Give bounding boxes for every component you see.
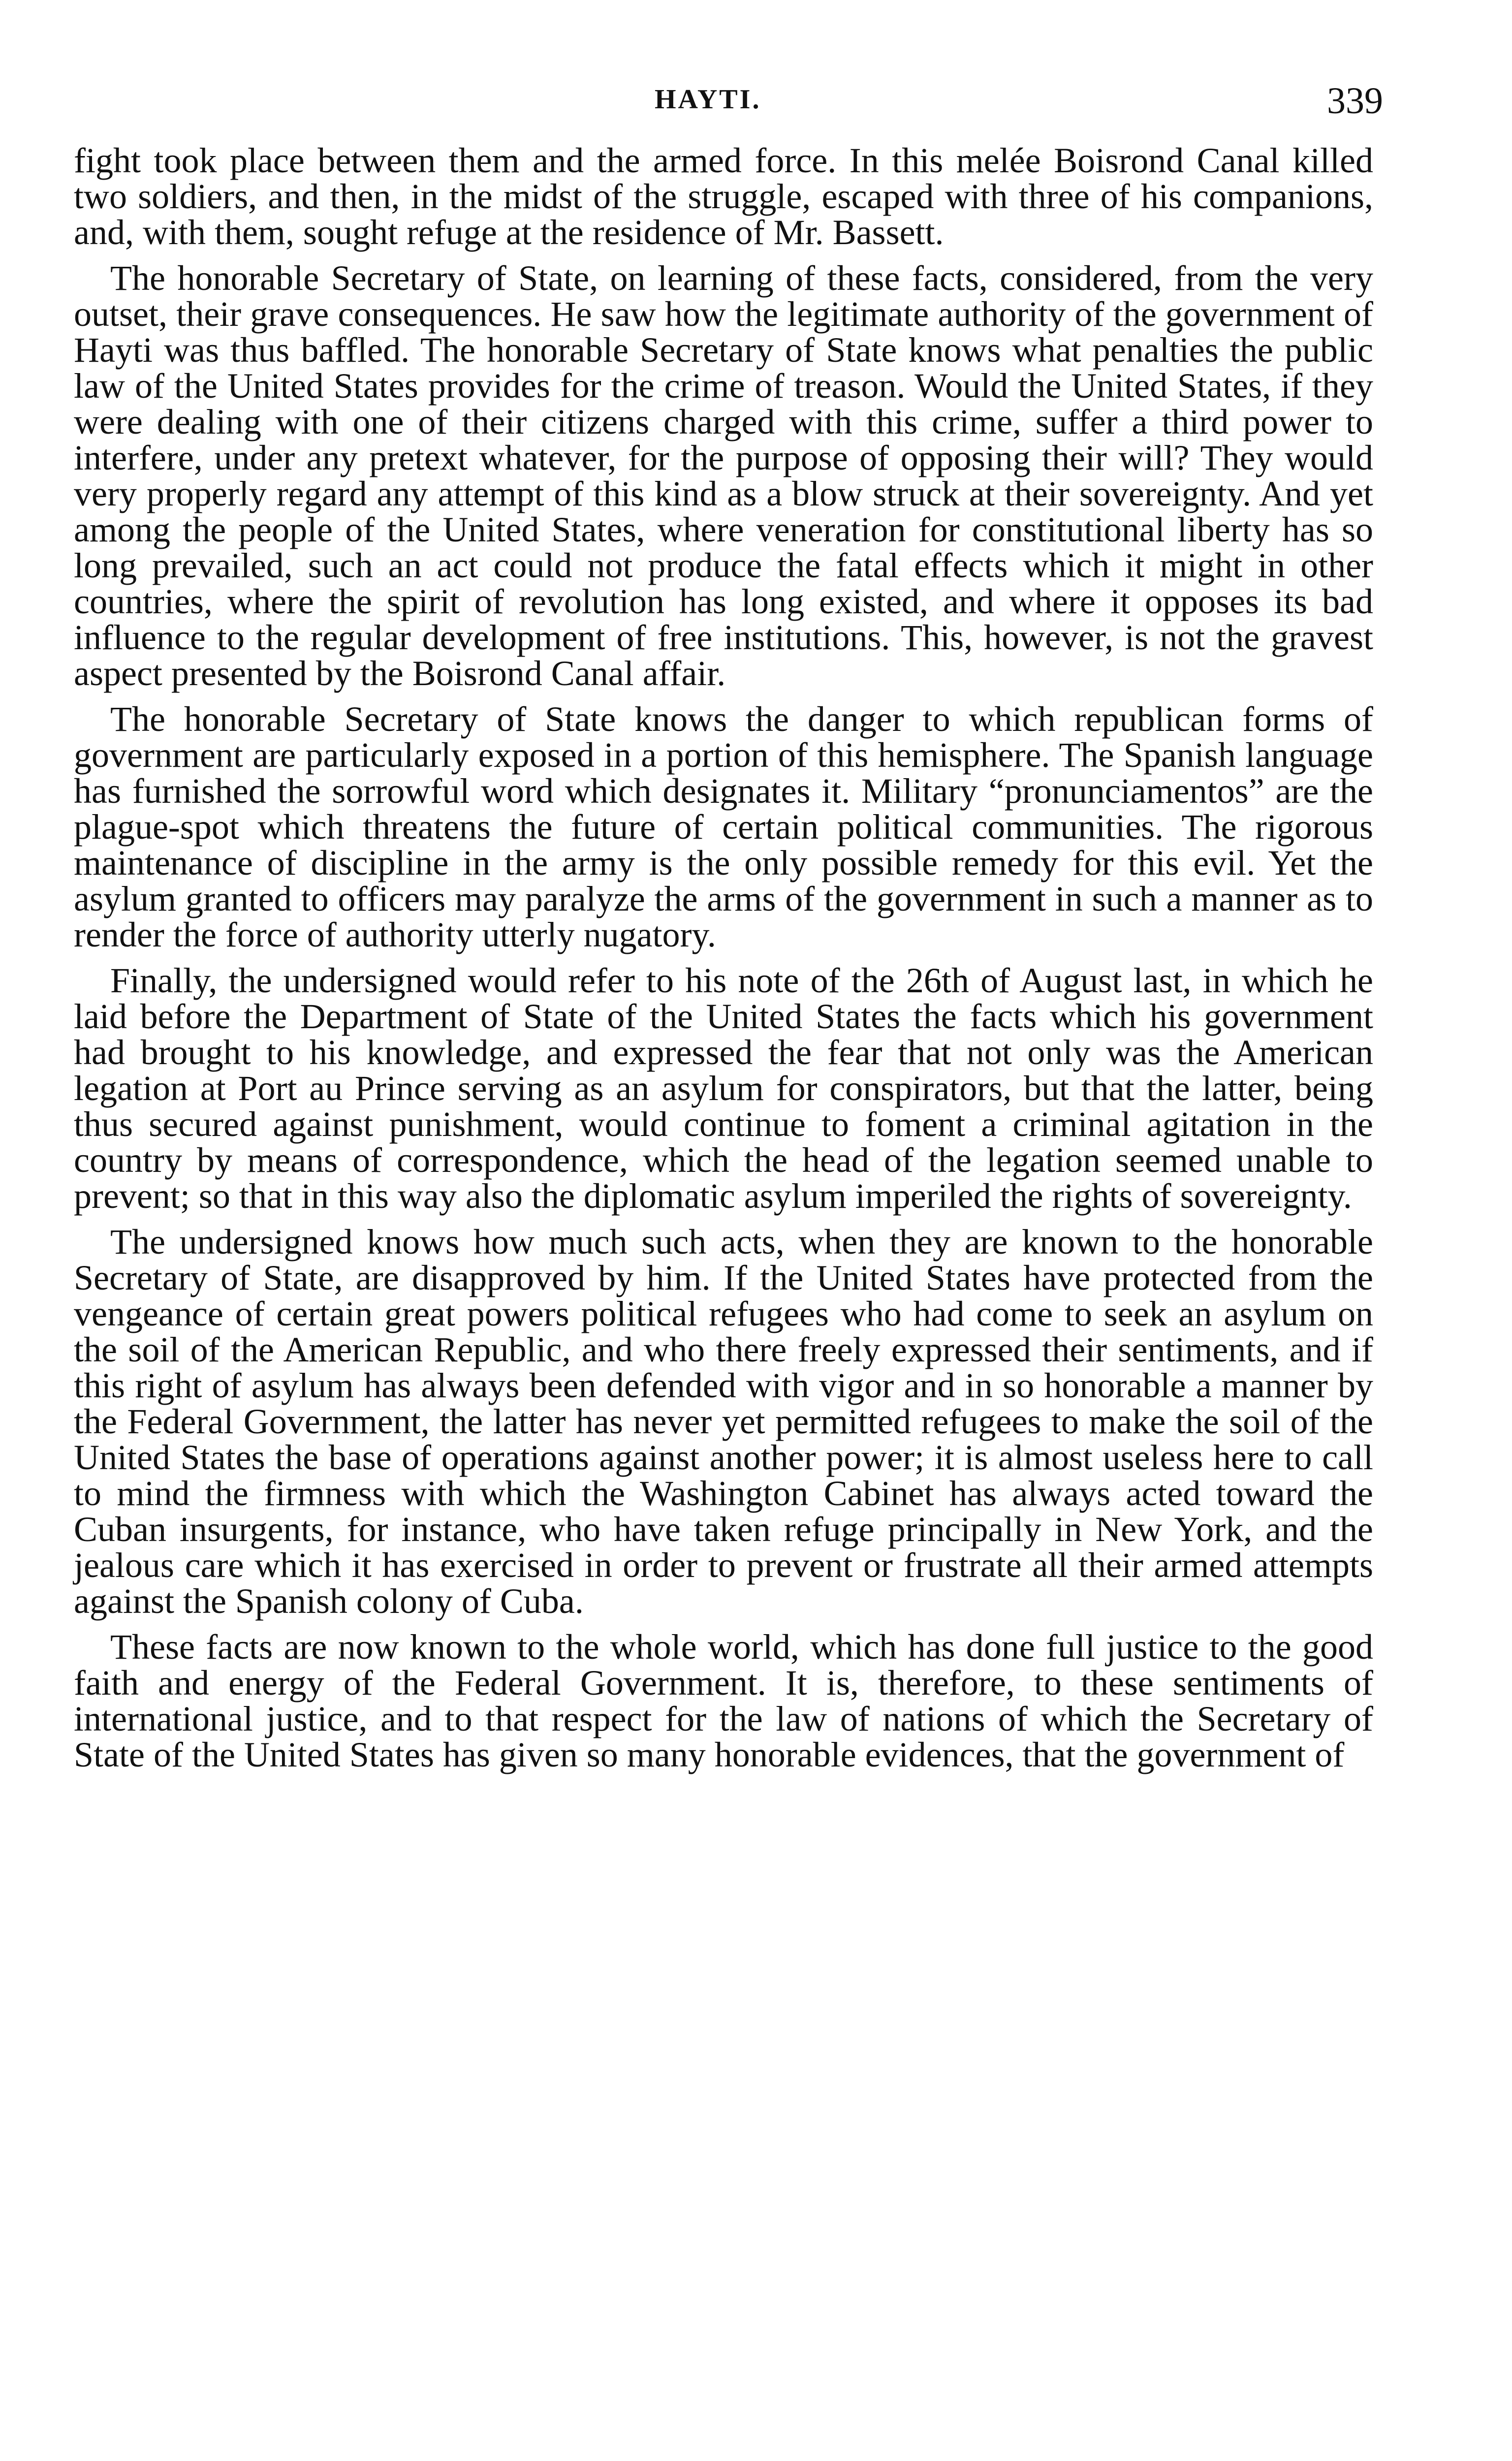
paragraph-text: fight took place between them and the armed force. In this melée Boisrond Canal killed two soldiers, and then, in the midst of the struggle, escaped with three of his companions, and, with them, sought refuge at the residence of Mr. Bassett. <box>74 141 1373 252</box>
page-number: 339 <box>1327 80 1383 122</box>
paragraph <box>74 963 1373 1214</box>
paragraph-text: These facts are now known to the whole world, which has done full justice to the good faith and energy of the Federal Government. It is, therefore, to these sentiments of international justice, and to that respect for the law of nations of which the Secretary of State of the United States has given so many honorable evidences, that the government of <box>74 1627 1373 1774</box>
paragraph-text: The honorable Secretary of State knows the danger to which republican forms of government are particularly exposed in a portion of this hemisphere. The Spanish language has furnished the sorrowful word which designates it. Military “pronunciamentos” are the plague-spot which threatens the future of certain political communities. The rigorous maintenance of discipline in the army is the only possible remedy for this evil. Yet the asylum granted to officers may paralyze the arms of the government in such a manner as to render the force of authority utterly nugatory. <box>74 699 1373 954</box>
running-head-title: HAYTI. <box>655 84 761 115</box>
paragraph-text: The honorable Secretary of State, on learning of these facts, considered, from the very outset, their grave consequences. He saw how the legitimate authority of the government of Hayti was thus baffled. The honorable Secretary of State knows what penalties the public law of the United States provides for the crime of treason. Would the United States, if they were dealing with one of their citizens charged with this crime, suffer a third power to interfere, under any pretext whatever, for the purpose of opposing their will? They would very properly regard any attempt of this kind as a blow struck at their sovereignty. And yet among the people of the United States, where veneration for constitutional liberty has so long prevailed, such an act could not produce the fatal effects which it might in other countries, where the spirit of revolution has long existed, and where it opposes its bad influence to the regular development of free institutions. This, however, is not the gravest aspect presented by the Boisrond Canal affair. <box>74 258 1373 693</box>
paragraph <box>74 701 1373 953</box>
paragraph-text: The undersigned knows how much such acts, when they are known to the honorable Secretary of State, are disapproved by him. If the United States have protected from the vengeance of certain great powers political refugees who had come to seek an asylum on the soil of the American Republic, and who there freely expressed their sentiments, and if this right of asylum has always been defended with vigor and in so honorable a manner by the Federal Government, the latter has never yet permitted refugees to make the soil of the United States the base of operations against another power; it is almost useless here to call to mind the firmness with which the Washington Cabinet has always acted toward the Cuban insurgents, for instance, who have taken refuge principally in New York, and the jealous care which it has exercised in order to prevent or frustrate all their armed attempts against the Spanish colony of Cuba. <box>74 1222 1373 1621</box>
paragraph-continuation <box>74 143 1373 251</box>
paragraph-text: Finally, the undersigned would refer to his note of the 26th of August last, in which he laid before the Department of State of the United States the facts which his government had brought to his knowledge, and expressed the fear that not only was the American legation at Port au Prince serving as an asylum for conspirators, but that the latter, being thus secured against punishment, would continue to foment a criminal agitation in the country by means of correspondence, which the head of the legation seemed unable to prevent; so that in this way also the diplomatic asylum imperiled the rights of sovereignty. <box>74 961 1373 1216</box>
running-head <box>0 80 1512 128</box>
body-text <box>74 143 1373 1783</box>
paragraph <box>74 1224 1373 1619</box>
paragraph <box>74 1629 1373 1773</box>
paragraph <box>74 260 1373 692</box>
